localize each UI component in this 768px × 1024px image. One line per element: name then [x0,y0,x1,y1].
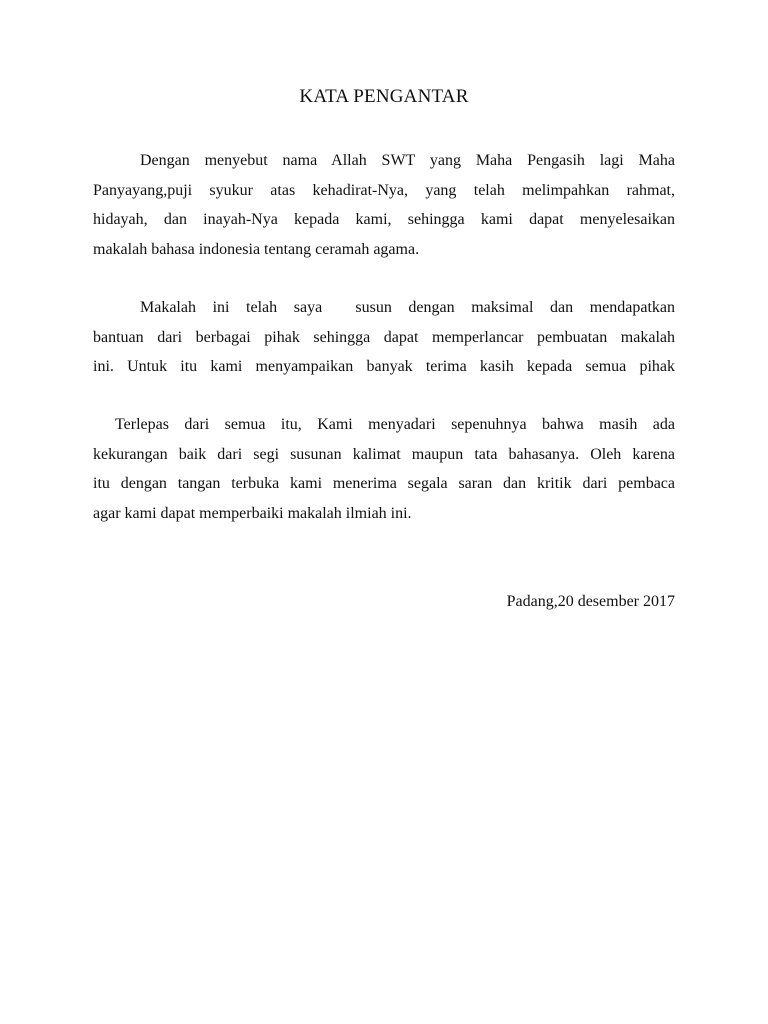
paragraph-3 [93,410,675,528]
paragraph-line: Panyayang,puji syukur atas kehadirat-Nya, yang telah melimpahkan rahmat, [93,181,675,199]
paragraph-line: agar kami dapat memperbaiki makalah ilmiah ini. [93,504,412,522]
paragraph-line: kekurangan baik dari segi susunan kalimat maupun tata bahasanya. Oleh karena [93,445,675,463]
paragraph-line: ini. Untuk itu kami menyampaikan banyak terima kasih kepada semua pihak [93,358,675,375]
paragraph-line: Makalah ini telah saya susun dengan maksimal dan mendapatkan [140,299,675,316]
place-date-signature: Padang,20 desember 2017 [506,593,675,610]
paragraph-2 [93,293,675,382]
paragraph-line: Terlepas dari semua itu, Kami menyadari sepenuhnya bahwa masih ada [115,416,675,433]
paragraph-line: itu dengan tangan terbuka kami menerima segala saran dan kritik dari pembaca [93,475,675,492]
paragraph-1 [93,146,675,264]
paragraph-line: Dengan menyebut nama Allah SWT yang Maha Pengasih lagi Maha [140,152,675,169]
paragraph-line: hidayah, dan inayah-Nya kepada kami, sehingga kami dapat menyelesaikan [93,211,675,228]
paragraph-line: makalah bahasa indonesia tentang ceramah agama. [93,240,420,258]
page-title: KATA PENGANTAR [299,86,469,107]
paragraph-line: bantuan dari berbagai pihak sehingga dapat memperlancar pembuatan makalah [93,328,675,346]
